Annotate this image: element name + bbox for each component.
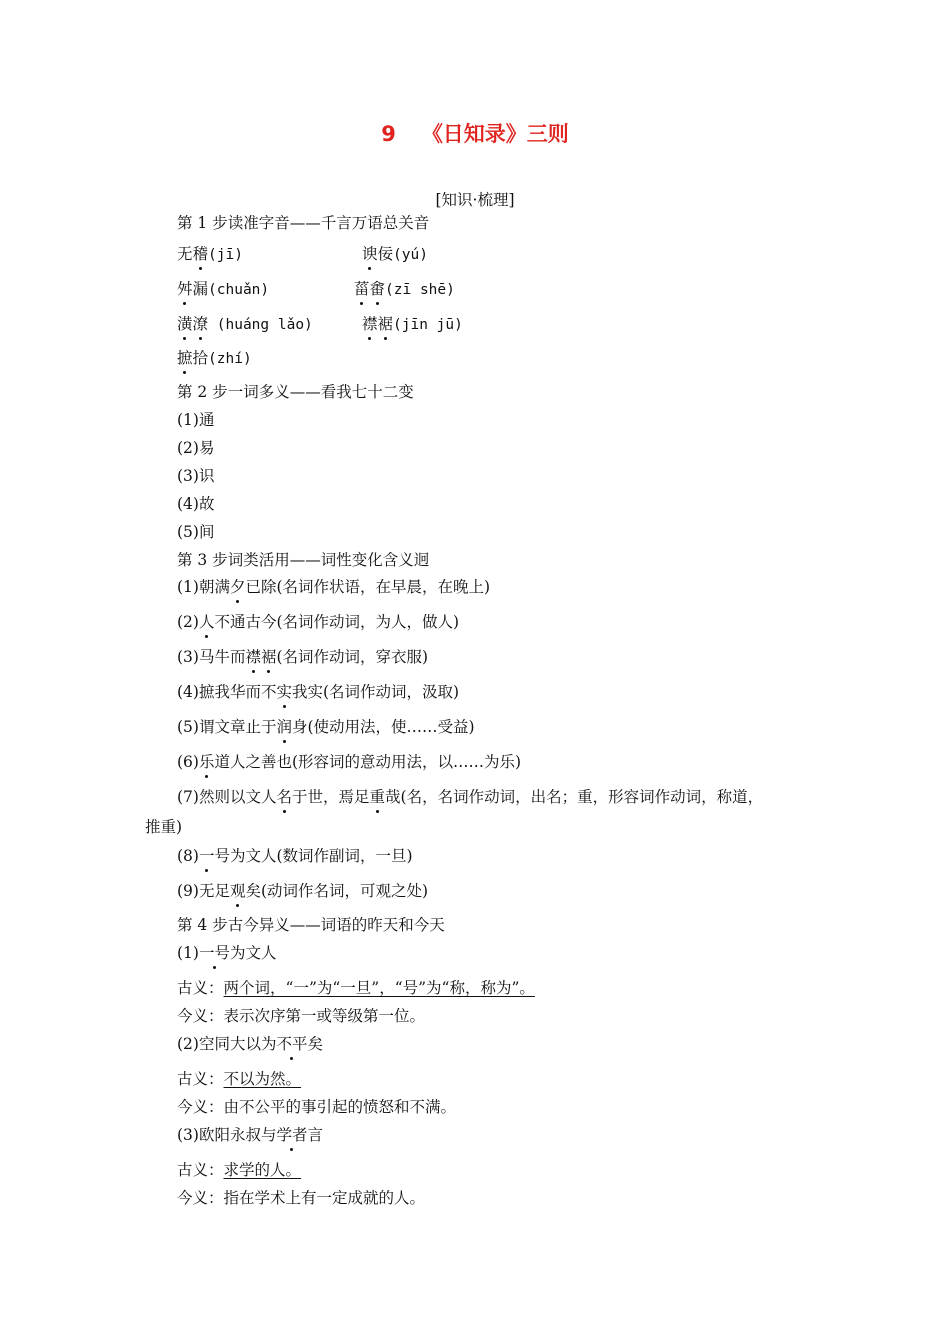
section-label: [知识·梳理] <box>435 191 515 209</box>
answer: 两个词，“一”为“一旦”，“号”为“称，称为”。 <box>223 979 535 997</box>
list-item: (8)一号为文人(数词作副词，一旦) <box>177 847 413 865</box>
pron-item: 菑畬(zī shē) <box>354 280 455 298</box>
list-item: (4)故 <box>177 495 215 513</box>
phrase: (1)一号为文人 <box>177 944 277 962</box>
list-item: (9)无足观矣(动词作名词，可观之处) <box>177 882 429 900</box>
pron-item: 舛漏(chuǎn) <box>177 280 270 298</box>
list-item: (5)间 <box>177 523 215 541</box>
pron-item: 无稽(jī) <box>177 245 243 263</box>
list-item: (7)然则以文人名于世，焉足重哉(名，名词作动词，出名；重，形容词作动词，称道， <box>177 788 764 806</box>
pron-item: 谀佞(yú) <box>362 245 428 263</box>
pron-item: 潢潦 (huáng lǎo) <box>177 315 313 333</box>
modern-meaning: 今义：指在学术上有一定成就的人。 <box>177 1189 426 1207</box>
modern-meaning: 今义：表示次序第一或等级第一位。 <box>177 1007 426 1025</box>
step3-heading: 第 3 步词类活用——词性变化含义迥 <box>177 551 430 569</box>
step2-heading: 第 2 步一词多义——看我七十二变 <box>177 383 414 401</box>
list-item: (4)摭我华而不实我实(名词作动词，汲取) <box>177 683 460 701</box>
answer: 不以为然。 <box>223 1070 302 1088</box>
list-item: (2)人不通古今(名词作动词，为人，做人) <box>177 613 460 631</box>
phrase: (3)欧阳永叔与学者言 <box>177 1126 323 1144</box>
step4-heading: 第 4 步古今异义——词语的昨天和今天 <box>177 916 445 934</box>
list-item: (6)乐道人之善也(形容词的意动用法，以……为乐) <box>177 753 522 771</box>
modern-meaning: 今义：由不公平的事引起的愤怒和不满。 <box>177 1098 457 1116</box>
list-item: (1)通 <box>177 411 215 429</box>
pron-item: 襟裾(jīn jū) <box>362 315 463 333</box>
list-item-continuation: 推重) <box>145 818 183 836</box>
ancient-meaning: 古义：求学的人。 <box>177 1161 302 1179</box>
list-item: (2)易 <box>177 439 215 457</box>
ancient-meaning: 古义：不以为然。 <box>177 1070 302 1088</box>
answer: 求学的人。 <box>223 1161 302 1179</box>
ancient-meaning: 古义：两个词，“一”为“一旦”，“号”为“称，称为”。 <box>177 979 535 997</box>
list-item: (3)马牛而襟裾(名词作动词，穿衣服) <box>177 648 429 666</box>
step1-heading: 第 1 步读准字音——千言万语总关音 <box>177 214 430 232</box>
list-item: (1)朝满夕已除(名词作状语，在早晨，在晚上) <box>177 578 491 596</box>
list-item: (3)识 <box>177 467 215 485</box>
title-text: 《日知录》三则 <box>421 122 569 146</box>
title-number: 9 <box>381 122 396 146</box>
pron-item: 摭拾(zhí) <box>177 349 252 367</box>
phrase: (2)空同大以为不平矣 <box>177 1035 323 1053</box>
page-title <box>0 118 950 148</box>
list-item: (5)谓文章止于润身(使动用法，使……受益) <box>177 718 475 736</box>
